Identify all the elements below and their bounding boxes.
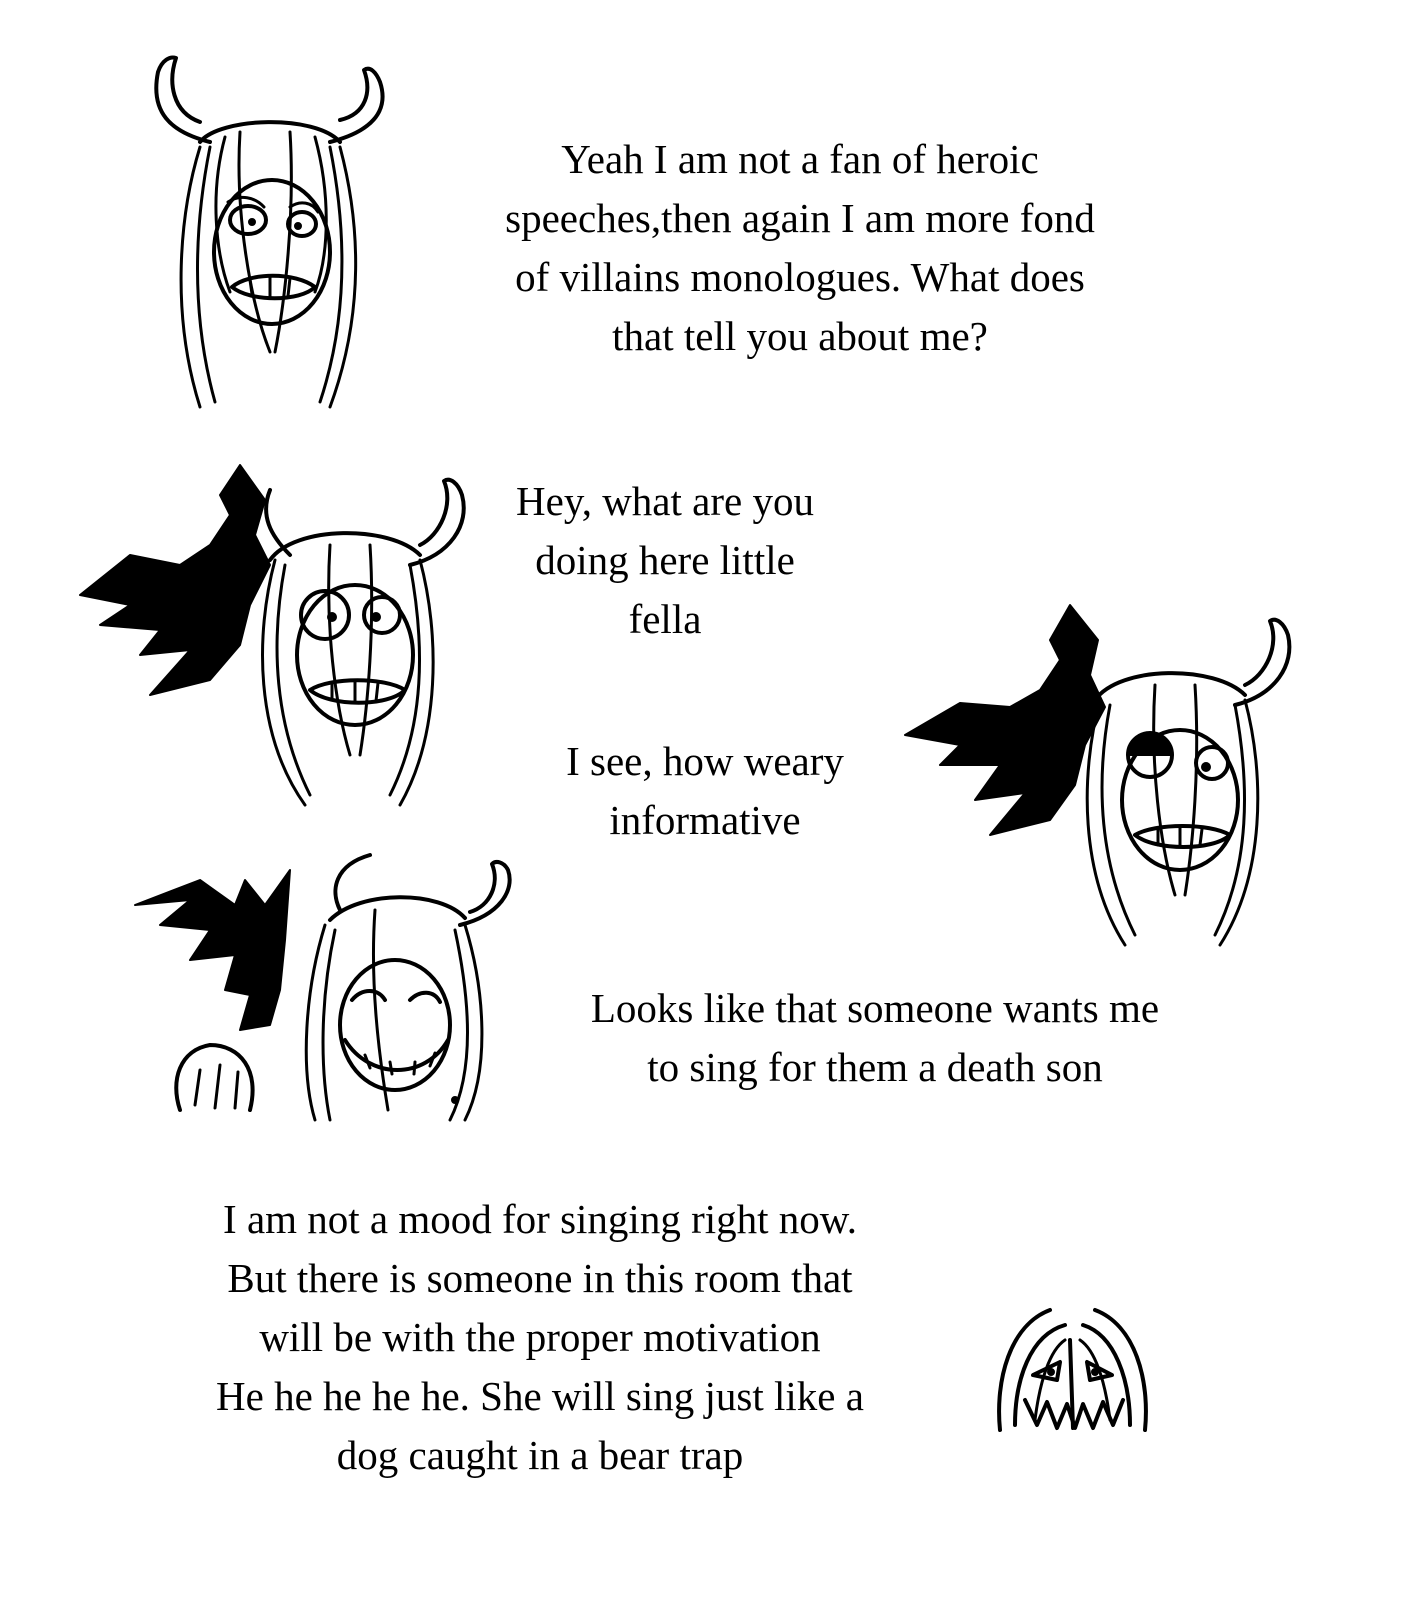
caption-line: to sing for them a death son — [647, 1044, 1103, 1090]
grinning-eyes-closeup-svg — [995, 1300, 1150, 1435]
caption-line: dog caught in a bear trap — [336, 1432, 744, 1478]
caption-line: doing here little — [535, 537, 795, 583]
caption-line: speeches,then again I am more fond — [505, 195, 1095, 241]
horned-character-with-crow-surprised-svg — [70, 455, 480, 815]
caption-line: Yeah I am not a fan of heroic — [561, 136, 1039, 182]
caption-line: Looks like that someone wants me — [590, 985, 1160, 1031]
caption-panel-5 — [160, 1190, 920, 1485]
caption-line: I see, how weary — [566, 738, 844, 784]
caption-panel-4 — [535, 979, 1215, 1097]
caption-panel-3 — [520, 732, 890, 850]
caption-line: fella — [628, 596, 702, 642]
caption-line: I am not a mood for singing right now. — [223, 1196, 857, 1242]
horned-character-with-crow-grinning-drawing — [130, 850, 520, 1125]
caption-line: informative — [609, 797, 801, 843]
horned-character-with-crow-grinning-svg — [130, 850, 520, 1125]
caption-line: that tell you about me? — [612, 313, 988, 359]
horned-character-with-crow-unimpressed-svg — [900, 595, 1300, 955]
caption-line: He he he he he. She will sing just like a — [216, 1373, 864, 1419]
caption-line: will be with the proper motivation — [259, 1314, 821, 1360]
caption-panel-2 — [475, 472, 855, 649]
caption-line: of villains monologues. What does — [515, 254, 1085, 300]
horned-character-with-crow-surprised-drawing — [70, 455, 480, 815]
horned-character-worried-drawing — [140, 52, 400, 412]
horned-character-worried-svg — [140, 52, 400, 412]
caption-panel-1 — [440, 130, 1160, 366]
caption-line: But there is someone in this room that — [227, 1255, 853, 1301]
caption-line: Hey, what are you — [516, 478, 814, 524]
horned-character-with-crow-unimpressed-drawing — [900, 595, 1300, 955]
grinning-eyes-closeup-drawing — [995, 1300, 1150, 1435]
